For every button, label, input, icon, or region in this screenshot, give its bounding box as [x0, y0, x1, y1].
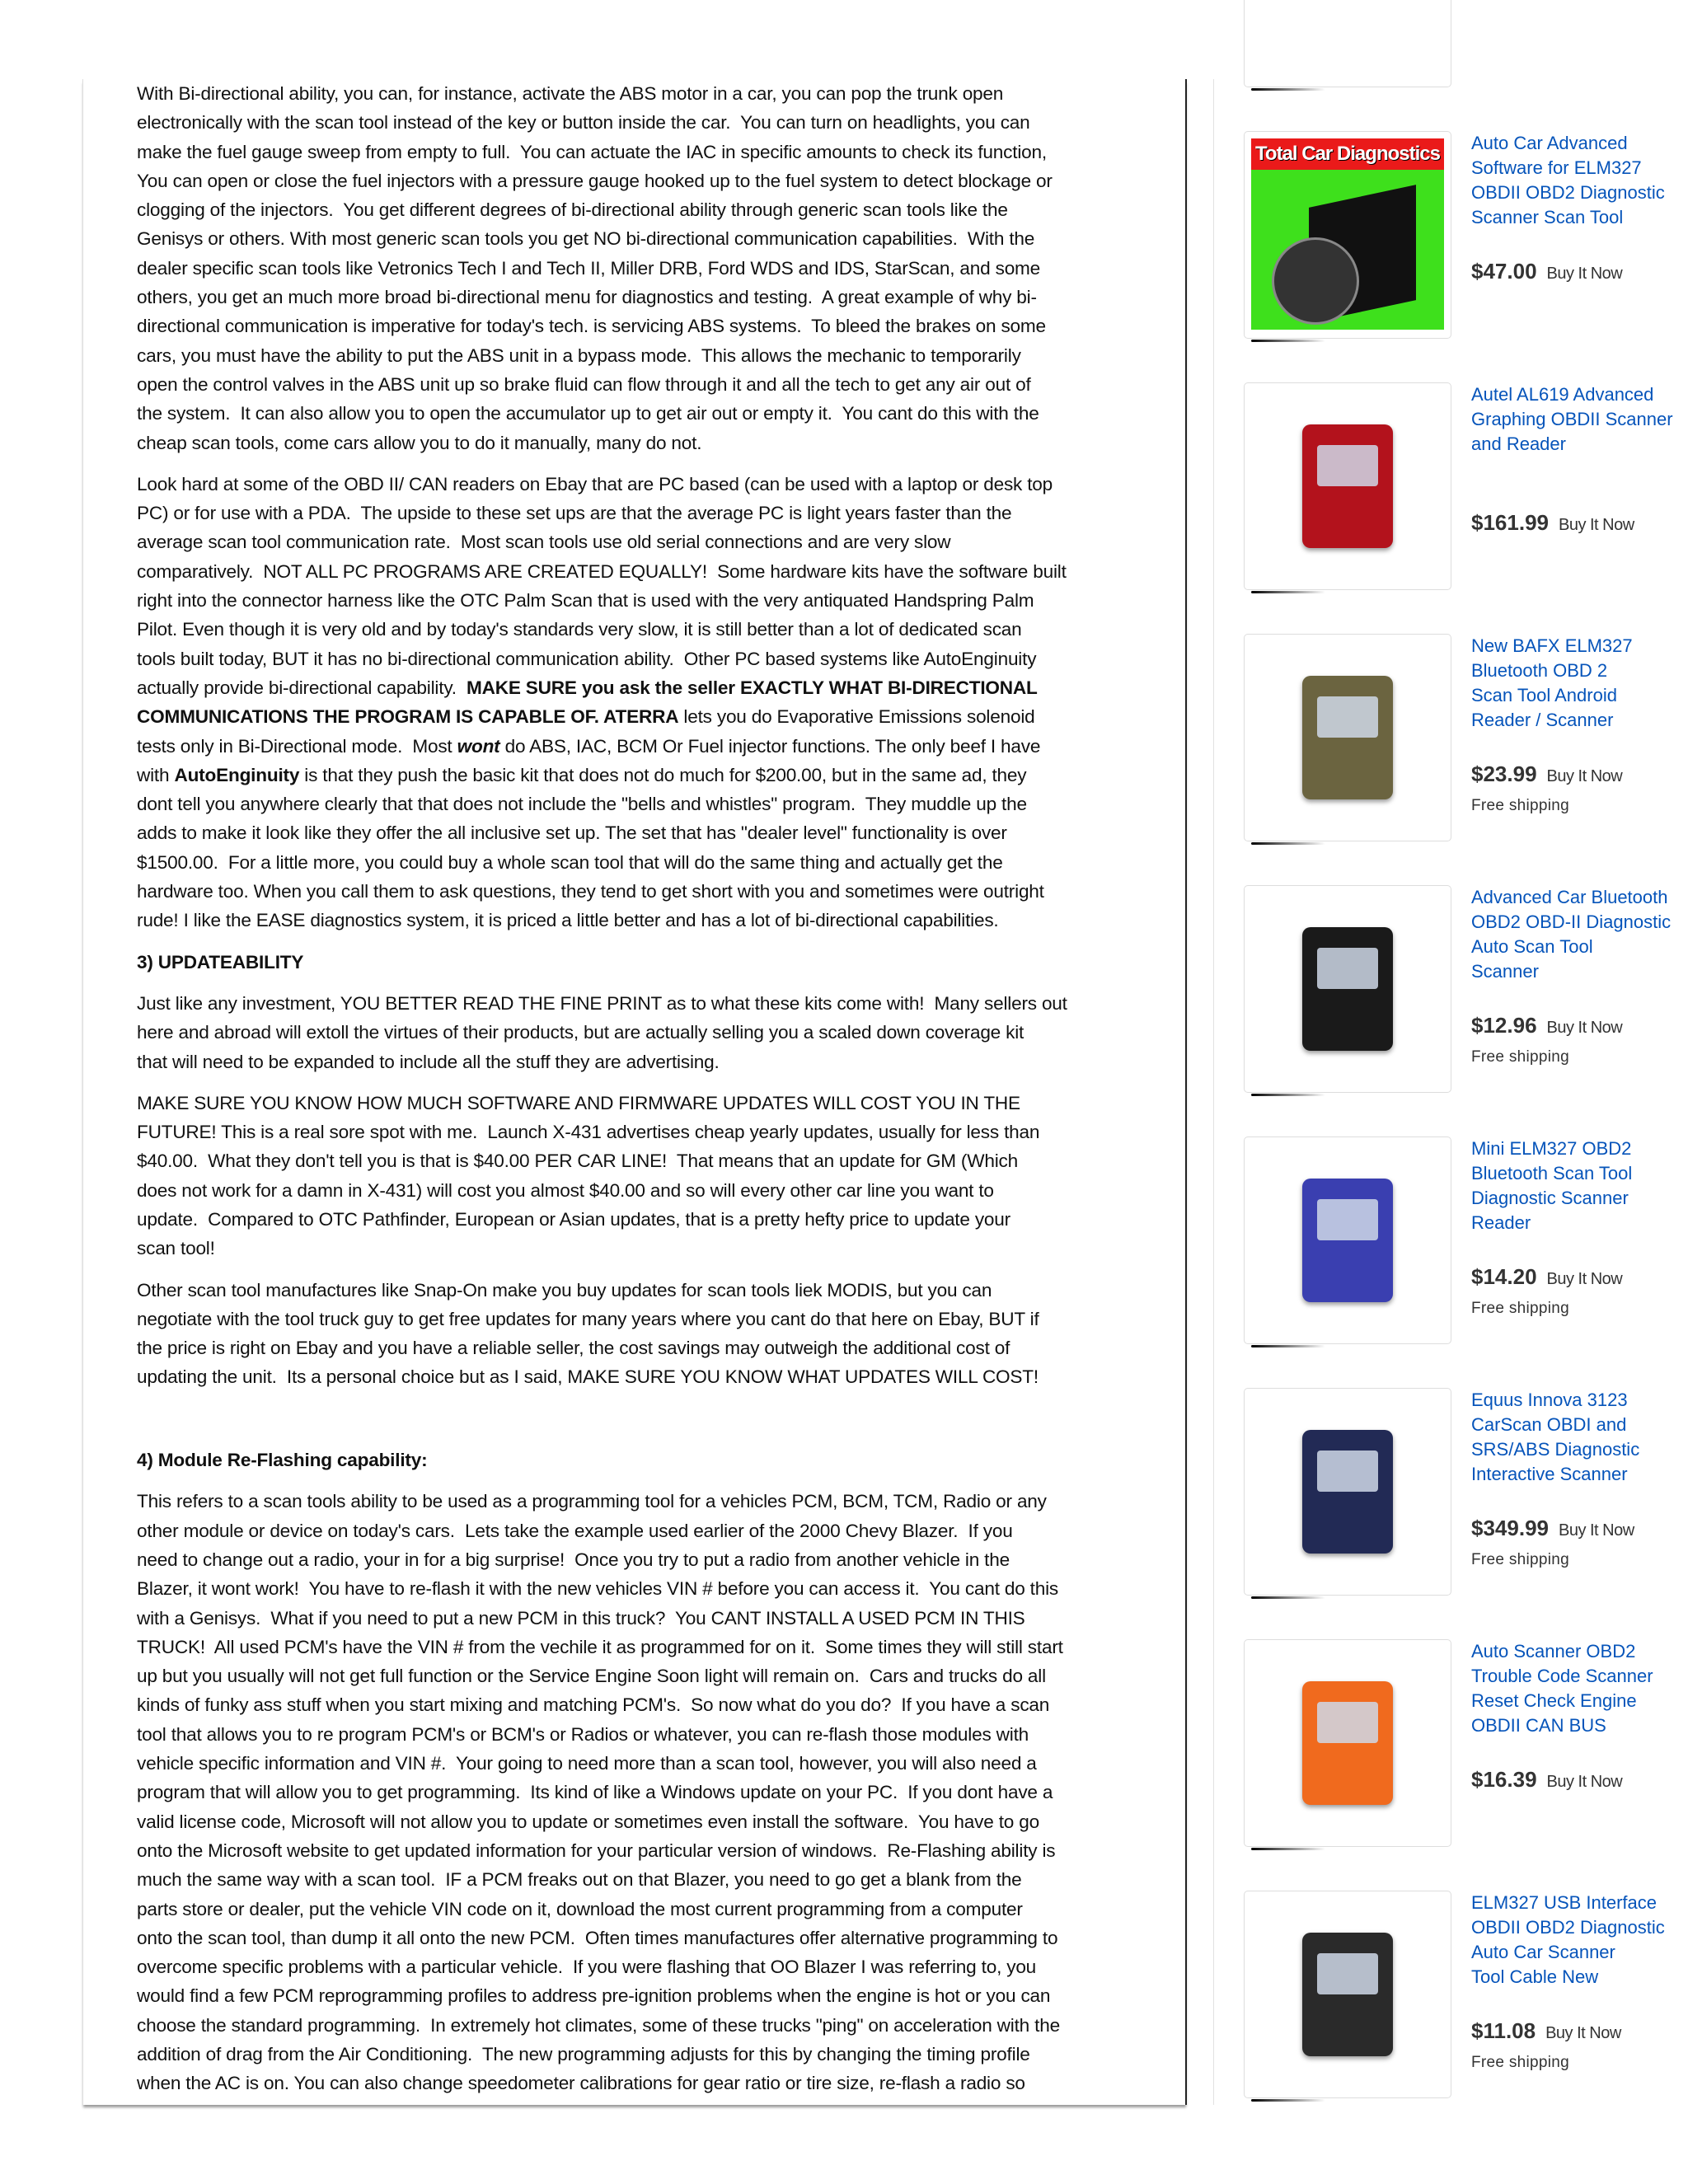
text-line: Look hard at some of the OBD II/ CAN readers on Ebay that are PC based (can be used with a laptop or desk top: [137, 473, 1053, 494]
product-card[interactable]: [1220, 131, 1681, 341]
article-body: [137, 79, 1175, 2111]
shipping-label: Free shipping: [1471, 797, 1570, 814]
product-info: [1471, 382, 1673, 580]
product-price: $14.20: [1471, 1264, 1537, 1289]
shipping-label: Free shipping: [1471, 1551, 1570, 1568]
text-line: others, you get an much more broad bi-directional menu for diagnostics and testing. A great example of why bi-: [137, 287, 1037, 308]
section-heading: [137, 1446, 1175, 1474]
text-line: open the control valves in the ABS unit up so brake fluid can flow through it and all the tech to get any air out of: [137, 373, 1031, 395]
product-device-shape: [1302, 676, 1393, 799]
text-line: overcome specific problems with a particular vehicle. If you were flashing that OO Blazer I was referring to, you: [137, 1957, 1037, 1978]
paragraph: [137, 1276, 1175, 1392]
product-card-partial[interactable]: [1220, 0, 1681, 90]
text-line: average scan tool communication rate. Most scan tools use old serial connections and are very slow: [137, 532, 951, 553]
product-card[interactable]: [1220, 1639, 1681, 1849]
product-card[interactable]: [1220, 885, 1681, 1095]
price-row: [1471, 1013, 1622, 1038]
product-image[interactable]: [1244, 131, 1451, 339]
shipping-label: Free shipping: [1471, 2054, 1570, 2071]
text-line: Just like any investment, YOU BETTER READ THE FINE PRINT as to what these kits come with! Many sellers out: [137, 992, 1067, 1014]
price-row: [1471, 2018, 1621, 2044]
product-device-shape: [1302, 1179, 1393, 1302]
product-image[interactable]: [1244, 1137, 1451, 1344]
product-title-line[interactable]: Scanner Scan Tool: [1471, 207, 1624, 227]
product-title-line[interactable]: Auto Car Advanced: [1471, 133, 1628, 153]
text-line: Genisys or others. With most generic scan tools you get NO bi-directional communication capabilities. With the: [137, 228, 1035, 250]
text-line: kinds of funky ass stuff when you start mixing and matching PCM's. So now what do you do? If you have a scan: [137, 1694, 1050, 1716]
text-line: Pilot. Even though it is very old and by today's standards very slow, it is still better than a lot of dedicated scan: [137, 619, 1022, 640]
price-row: [1471, 1516, 1634, 1541]
product-title-line[interactable]: Software for ELM327: [1471, 157, 1642, 178]
text-line: scan tool!: [137, 1238, 215, 1259]
text-line: 3) UPDATEABILITY: [137, 951, 304, 972]
text-line: 4) Module Re-Flashing capability:: [137, 1450, 428, 1471]
cd-disc: [1272, 237, 1359, 325]
text-line: cheap scan tools, come cars allow you to do it manually, many do not.: [137, 432, 702, 453]
text-line: PC) or for use with a PDA. The upside to these set ups are that the average PC is light years faster than the: [137, 503, 1012, 524]
text-span: is that they push the basic kit that does not do much for $200.00, but in the same ad, they: [299, 764, 1027, 785]
blank-line: [137, 1404, 1175, 1433]
text-line: choose the standard programming. In extremely hot climates, some of these trucks "ping" on acceleration with the: [137, 2014, 1060, 2036]
product-title-line[interactable]: and Reader: [1471, 434, 1566, 454]
emphasized-text: AutoEnginuity: [174, 764, 300, 785]
text-line: [137, 702, 1175, 731]
text-line: the price is right on Ebay and you have a reliable seller, the cost savings may outweigh the additional cost of: [137, 1338, 1010, 1359]
text-line: vehicle specific information and VIN #. Your going to need more than a scan tool, however, you will also need a: [137, 1753, 1037, 1774]
product-title-link[interactable]: [1471, 1388, 1640, 1487]
text-line: update. Compared to OTC Pathfinder, European or Asian updates, that is a pretty hefty price to update your: [137, 1208, 1010, 1230]
product-card[interactable]: [1220, 382, 1681, 593]
buy-it-now-label: Buy It Now: [1546, 265, 1623, 283]
product-device-shape: [1302, 1681, 1393, 1805]
card-shadow: [1251, 1094, 1325, 1096]
device-screen: [1317, 1199, 1378, 1240]
product-title-line[interactable]: OBDII OBD2 Diagnostic: [1471, 1917, 1665, 1938]
device-screen: [1317, 445, 1378, 486]
text-line: that will need to be expanded to include all the stuff they are advertising.: [137, 1051, 720, 1072]
product-title-line[interactable]: Bluetooth Scan Tool: [1471, 1163, 1633, 1183]
text-line: Blazer, it wont work! You have to re-flash it with the new vehicles VIN # before you can access it. You cant do this: [137, 1578, 1059, 1600]
product-title-link[interactable]: [1471, 131, 1665, 230]
price-row: [1471, 1264, 1622, 1290]
paragraph: [137, 989, 1175, 1076]
card-shadow: [1251, 2099, 1325, 2102]
product-price: $47.00: [1471, 259, 1537, 284]
device-screen: [1317, 1953, 1378, 1994]
text-line: valid license code, Microsoft will not allow you to update or sometimes even install the software. You have to go: [137, 1811, 1039, 1832]
text-line: when the AC is on. You can also change speedometer calibrations for gear ratio or tire size, re-flash a radio so: [137, 2073, 1025, 2094]
emphasized-text: MAKE SURE you ask the seller EXACTLY WHAT BI-DIRECTIONAL: [466, 677, 1038, 698]
text-line: You can open or close the fuel injectors with a pressure gauge hooked up to the fuel system to detect blockage or: [137, 170, 1053, 191]
product-title-line[interactable]: OBDII OBD2 Diagnostic: [1471, 182, 1665, 203]
text-line: updating the unit. Its a personal choice but as I said, MAKE SURE YOU KNOW WHAT UPDATES WILL COST!: [137, 1366, 1039, 1388]
device-screen: [1317, 1702, 1378, 1743]
product-title-line[interactable]: Bluetooth OBD 2: [1471, 660, 1608, 681]
text-span: do ABS, IAC, BCM Or Fuel injector functions. The only beef I have: [499, 735, 1041, 757]
card-shadow: [1251, 842, 1325, 845]
product-price: $11.08: [1471, 2018, 1536, 2043]
card-shadow: [1251, 1345, 1325, 1347]
product-title-line[interactable]: Equus Innova 3123: [1471, 1390, 1628, 1410]
text-line: much the same way with a scan tool. IF a PCM freaks out on that Blazer, you need to go get a blank from the: [137, 1869, 1022, 1891]
device-screen: [1317, 1451, 1378, 1492]
text-line: Other scan tool manufactures like Snap-On make you buy updates for scan tools liek MODIS, but you can: [137, 1279, 992, 1301]
text-line: tools built today, BUT it has no bi-directional communication ability. Other PC based systems like AutoEnginuity: [137, 648, 1037, 669]
shipping-label: Free shipping: [1471, 1300, 1570, 1317]
product-title-link[interactable]: [1471, 1137, 1633, 1235]
product-info: [1471, 1388, 1640, 1586]
product-info: [1471, 1891, 1665, 2088]
product-price: $349.99: [1471, 1516, 1549, 1540]
product-title-line[interactable]: Trouble Code Scanner: [1471, 1666, 1653, 1686]
text-line: rude! I like the EASE diagnostics system, it is priced a little better and has a lot of bi-directional capabilities.: [137, 910, 999, 931]
card-shadow: [1251, 1596, 1325, 1599]
buy-it-now-label: Buy It Now: [1546, 1270, 1623, 1288]
text-line: need to change out a radio, your in for a big surprise! Once you try to put a radio from another vehicle in the: [137, 1549, 1010, 1570]
text-line: with a Genisys. What if you need to put a new PCM in this truck? You CANT INSTALL A USED PCM IN THIS: [137, 1607, 1025, 1629]
text-line: [137, 732, 1175, 761]
product-info: [1471, 1639, 1653, 1837]
product-image-art: [1251, 138, 1444, 330]
paragraph: [137, 1089, 1175, 1263]
text-line: cars, you must have the ability to put the ABS unit in a bypass mode. This allows the mechanic to temporarily: [137, 344, 1021, 366]
product-title-line[interactable]: Scanner: [1471, 961, 1539, 982]
product-price: $161.99: [1471, 510, 1549, 535]
shipping-label: Free shipping: [1471, 1048, 1570, 1066]
product-image[interactable]: [1244, 1639, 1451, 1847]
related-products-sidebar: [1220, 0, 1688, 2184]
product-title-line[interactable]: Advanced Car Bluetooth: [1471, 887, 1668, 907]
paragraph: [137, 1487, 1175, 2097]
buy-it-now-label: Buy It Now: [1546, 1019, 1623, 1037]
text-line: make the fuel gauge sweep from empty to full. You can actuate the IAC in specific amounts to check its function,: [137, 141, 1047, 162]
text-line: negotiate with the tool truck guy to get free updates for many years where you cant do that here on Ebay, BUT if: [137, 1308, 1039, 1329]
product-title-line[interactable]: Mini ELM327 OBD2: [1471, 1138, 1632, 1159]
text-line: MAKE SURE YOU KNOW HOW MUCH SOFTWARE AND FIRMWARE UPDATES WILL COST YOU IN THE: [137, 1092, 1020, 1113]
buy-it-now-label: Buy It Now: [1558, 516, 1634, 534]
product-title-line[interactable]: Auto Scanner OBD2: [1471, 1641, 1636, 1661]
emphasized-text: wont: [457, 735, 500, 757]
article-panel: [82, 79, 1187, 2105]
product-info: [1471, 131, 1665, 329]
text-line: This refers to a scan tools ability to be used as a programming tool for a vehicles PCM, BCM, TCM, Radio or any: [137, 1491, 1047, 1512]
text-line: tool that allows you to re program PCM's or BCM's or Radios or whatever, you can re-flash those modules with: [137, 1723, 1029, 1745]
text-line: here and abroad will extoll the virtues of their products, but are actually selling you a scaled down coverage kit: [137, 1022, 1025, 1043]
paragraph: [137, 470, 1175, 935]
text-line: parts store or dealer, put the vehicle VIN code on it, download the most current programming from a computer: [137, 1898, 1023, 1919]
product-title-line[interactable]: Reader / Scanner: [1471, 710, 1614, 730]
product-device-shape: [1302, 927, 1393, 1051]
product-title-line[interactable]: Scan Tool Android: [1471, 685, 1617, 705]
product-title-line[interactable]: Tool Cable New: [1471, 1966, 1599, 1987]
product-title-link[interactable]: [1471, 382, 1673, 457]
buy-it-now-label: Buy It Now: [1558, 1521, 1634, 1540]
text-line: $1500.00. For a little more, you could buy a whole scan tool that will do the same thing and actually get the: [137, 851, 1003, 873]
text-line: electronically with the scan tool instead of the key or button inside the car. You can turn on headlights, you can: [137, 112, 1030, 134]
product-image[interactable]: [1244, 1388, 1451, 1596]
card-shadow: [1251, 340, 1325, 342]
image-banner-text: Total Car Diagnostics: [1251, 138, 1444, 170]
product-price: $23.99: [1471, 762, 1537, 786]
price-row: [1471, 1767, 1622, 1793]
product-info: [1471, 634, 1633, 832]
product-title-link[interactable]: [1471, 1891, 1665, 1990]
price-row: [1471, 762, 1622, 787]
product-title-link[interactable]: [1471, 1639, 1653, 1738]
product-image[interactable]: [1244, 382, 1451, 590]
text-line: the system. It can also allow you to open the accumulator up to get air out or empty it. You cant do this with the: [137, 403, 1039, 424]
price-row: [1471, 259, 1622, 284]
product-title-line[interactable]: SRS/ABS Diagnostic: [1471, 1439, 1640, 1460]
card-shadow: [1251, 88, 1325, 91]
text-line: dealer specific scan tools like Vetronics Tech I and Tech II, Miller DRB, Ford WDS and IDS, StarScan, and some: [137, 257, 1041, 279]
text-line: would find a few PCM reprogramming profiles to address pre-ignition problems when the engine is hot or you can: [137, 1985, 1051, 2007]
product-card[interactable]: [1220, 1388, 1681, 1598]
product-price: $16.39: [1471, 1767, 1537, 1792]
price-row: [1471, 510, 1634, 536]
product-device-shape: [1302, 1933, 1393, 2056]
text-line: [137, 673, 1175, 702]
paragraph: [137, 79, 1175, 457]
product-card[interactable]: [1220, 634, 1681, 844]
product-title-line[interactable]: Auto Car Scanner: [1471, 1942, 1615, 1962]
card-shadow: [1251, 1848, 1325, 1850]
emphasized-text: COMMUNICATIONS THE PROGRAM IS CAPABLE OF. ATERRA: [137, 706, 679, 728]
text-span: with: [137, 764, 175, 785]
text-line: dont tell you anywhere clearly that that does not include the "bells and whistles" program. They muddle up the: [137, 794, 1027, 815]
text-line: up but you usually will not get full function or the Service Engine Soon light will remain on. Cars and trucks do all: [137, 1666, 1046, 1687]
product-card[interactable]: [1220, 1891, 1681, 2101]
text-line: With Bi-directional ability, you can, for instance, activate the ABS motor in a car, you can pop the trunk open: [137, 83, 1004, 104]
product-title-line[interactable]: Graphing OBDII Scanner: [1471, 409, 1673, 429]
card-shadow: [1251, 591, 1325, 593]
text-span: actually provide bi-directional capability.: [137, 677, 467, 698]
text-line: onto the scan tool, than dump it all onto the new PCM. Often times manufactures offer alternative programming to: [137, 1927, 1058, 1948]
product-title-line[interactable]: CarScan OBDI and: [1471, 1414, 1627, 1435]
text-line: adds to make it look like they offer the all inclusive set up. The set that has "dealer level" functionality is over: [137, 823, 1007, 844]
product-title-line[interactable]: Autel AL619 Advanced: [1471, 384, 1654, 405]
product-title-line[interactable]: Auto Scan Tool: [1471, 936, 1593, 957]
product-price: $12.96: [1471, 1013, 1537, 1038]
product-title-line[interactable]: OBD2 OBD-II Diagnostic: [1471, 912, 1672, 932]
device-screen: [1317, 696, 1378, 738]
product-title-line[interactable]: Diagnostic Scanner: [1471, 1188, 1629, 1208]
text-line: other module or device on today's cars. Lets take the example used earlier of the 2000 Chevy Blazer. If you: [137, 1520, 1013, 1541]
product-title-line[interactable]: Reset Check Engine: [1471, 1690, 1637, 1711]
text-line: clogging of the injectors. You get different degrees of bi-directional ability through generic scan tools like the: [137, 199, 1008, 221]
text-line: hardware too. When you call them to ask questions, they tend to get short with you and sometimes were outright: [137, 881, 1044, 902]
product-device-shape: [1302, 1430, 1393, 1554]
text-line: TRUCK! All used PCM's have the VIN # from the vechile it as programmed for on it. Some times they will still start: [137, 1636, 1063, 1657]
product-title-link[interactable]: [1471, 885, 1672, 984]
product-image[interactable]: [1244, 0, 1451, 87]
product-title-line[interactable]: Reader: [1471, 1212, 1531, 1233]
product-info: [1471, 885, 1672, 1083]
text-line: [137, 761, 1175, 790]
sidebar-divider: [1213, 79, 1214, 2105]
text-line: directional communication is imperative for today's tech. is servicing ABS systems. To bleed the brakes on some: [137, 316, 1046, 337]
text-line: $40.00. What they don't tell you is that is $40.00 PER CAR LINE! That means that an update for GM (Which: [137, 1151, 1019, 1172]
text-line: program that will allow you to get programming. Its kind of like a Windows update on your PC. If you dont have a: [137, 1782, 1053, 1803]
product-title-line[interactable]: Interactive Scanner: [1471, 1464, 1628, 1484]
section-heading: [137, 948, 1175, 977]
product-image[interactable]: [1244, 885, 1451, 1093]
product-image[interactable]: [1244, 634, 1451, 841]
product-title-line[interactable]: ELM327 USB Interface: [1471, 1892, 1658, 1913]
buy-it-now-label: Buy It Now: [1546, 1773, 1623, 1791]
buy-it-now-label: Buy It Now: [1546, 767, 1623, 785]
device-screen: [1317, 948, 1378, 989]
buy-it-now-label: Buy It Now: [1545, 2024, 1621, 2042]
product-image[interactable]: [1244, 1891, 1451, 2098]
product-title-line[interactable]: New BAFX ELM327: [1471, 635, 1633, 656]
text-line: does not work for a damn in X-431) will cost you almost $40.00 and so will every other car line you want to: [137, 1179, 994, 1201]
text-line: FUTURE! This is a real sore spot with me. Launch X-431 advertises cheap yearly updates, usually for less than: [137, 1122, 1040, 1143]
text-line: addition of drag from the Air Conditioning. The new programming adjusts for this by changing the timing profile: [137, 2044, 1030, 2064]
text-span: lets you do Evaporative Emissions solenoid: [678, 706, 1035, 728]
product-device-shape: [1302, 424, 1393, 548]
product-title-link[interactable]: [1471, 634, 1633, 733]
text-span: tests only in Bi-Directional mode. Most: [137, 735, 457, 757]
product-title-line[interactable]: OBDII CAN BUS: [1471, 1715, 1606, 1736]
text-line: onto the Microsoft website to get updated information for your particular version of windows. Re-Flashing ability is: [137, 1840, 1056, 1861]
text-line: comparatively. NOT ALL PC PROGRAMS ARE CREATED EQUALLY! Some hardware kits have the software built: [137, 560, 1067, 582]
text-line: right into the connector harness like the OTC Palm Scan that is used with the very antiquated Handspring Palm: [137, 590, 1034, 612]
product-info: [1471, 1137, 1633, 1334]
product-card[interactable]: [1220, 1137, 1681, 1347]
